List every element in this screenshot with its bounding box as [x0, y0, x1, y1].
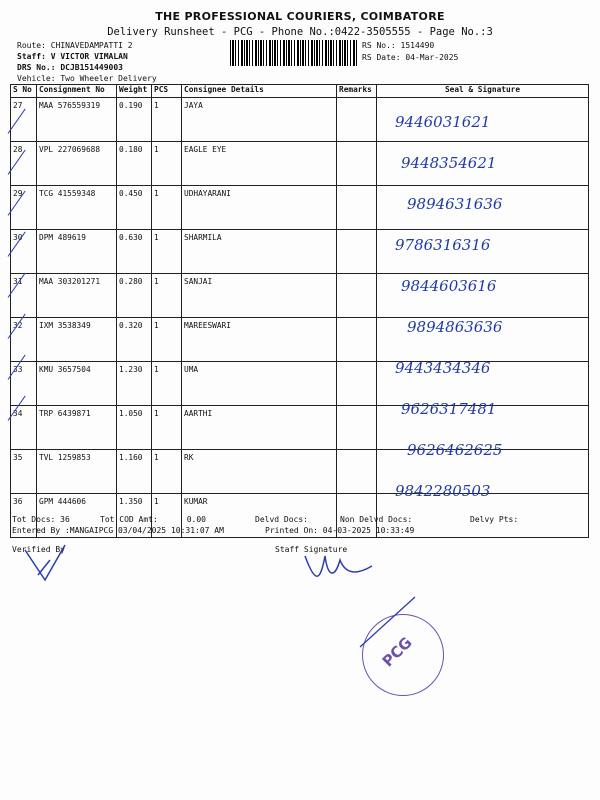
cell-consignment: MAA 303201271	[37, 274, 117, 318]
cell-pcs: 1	[152, 230, 182, 274]
handwritten-phone: 9894631636	[407, 195, 503, 213]
cell-pcs: 1	[152, 318, 182, 362]
drs-number: DRS No.: DCJB151449003	[17, 63, 123, 72]
route-label: Route: CHINAVEDAMPATTI 2	[17, 41, 133, 50]
cell-consignment: TRP 6439871	[37, 406, 117, 450]
cell-weight: 1.230	[117, 362, 152, 406]
handwritten-phone: 9448354621	[401, 154, 497, 172]
cell-pcs: 1	[152, 362, 182, 406]
cell-consignment: IXM 3538349	[37, 318, 117, 362]
cell-consignee: MAREESWARI	[182, 318, 337, 362]
non-delivered-docs: Non Delvd Docs:	[340, 515, 413, 524]
cell-sno: 35	[11, 450, 37, 494]
header-remarks: Remarks	[337, 85, 377, 98]
header-weight: Weight	[117, 85, 152, 98]
handwritten-phone: 9894863636	[407, 318, 503, 336]
cell-consignee: KUMAR	[182, 494, 337, 538]
cell-weight: 0.280	[117, 274, 152, 318]
cell-consignment: KMU 3657504	[37, 362, 117, 406]
handwritten-phone: 9626462625	[407, 441, 503, 459]
header-sno: S No	[11, 85, 37, 98]
cell-consignee: EAGLE EYE	[182, 142, 337, 186]
cell-weight: 1.350	[117, 494, 152, 538]
cell-sno: 30	[11, 230, 37, 274]
cell-weight: 1.160	[117, 450, 152, 494]
document-title: THE PROFESSIONAL COURIERS, COIMBATORE	[155, 10, 445, 23]
table-row	[11, 362, 589, 406]
verified-signature	[20, 540, 80, 590]
handwritten-phone: 9842280503	[395, 482, 491, 500]
table-row	[11, 274, 589, 318]
barcode	[230, 40, 358, 66]
cell-pcs: 1	[152, 406, 182, 450]
cell-consignee: JAYA	[182, 98, 337, 142]
handwritten-phone: 9786316316	[395, 236, 491, 254]
stamp-text: PCG	[378, 633, 416, 671]
cell-remarks	[337, 98, 377, 142]
cell-weight: 1.050	[117, 406, 152, 450]
cell-consignment: GPM 444606	[37, 494, 117, 538]
cell-remarks	[337, 142, 377, 186]
delivery-points: Delvy Pts:	[470, 515, 519, 524]
header-consignment: Consignment No	[37, 85, 117, 98]
rs-number: RS No.: 1514490	[362, 41, 435, 50]
cell-consignment: VPL 227069688	[37, 142, 117, 186]
tot-docs: Tot Docs: 36	[12, 515, 70, 524]
delivered-docs: Delvd Docs:	[255, 515, 308, 524]
table-header-row	[11, 85, 589, 98]
cell-sno: 31	[11, 274, 37, 318]
cell-weight: 0.320	[117, 318, 152, 362]
cell-consignment: DPM 489619	[37, 230, 117, 274]
cell-sno: 27	[11, 98, 37, 142]
cell-remarks	[337, 362, 377, 406]
cell-sno: 29	[11, 186, 37, 230]
document-subtitle: Delivery Runsheet - PCG - Phone No.:0422-3505555 - Page No.:3	[107, 26, 493, 38]
table-row	[11, 230, 589, 274]
handwritten-phone: 9626317481	[401, 400, 497, 418]
cell-remarks	[337, 318, 377, 362]
vehicle-label: Vehicle: Two Wheeler Delivery	[17, 74, 157, 83]
cell-sno: 28	[11, 142, 37, 186]
cell-pcs: 1	[152, 186, 182, 230]
cell-sno: 34	[11, 406, 37, 450]
handwritten-phone: 9446031621	[395, 113, 491, 131]
staff-label: Staff: V VICTOR VIMALAN	[17, 52, 128, 61]
cell-consignment: MAA 576559319	[37, 98, 117, 142]
cell-pcs: 1	[152, 494, 182, 538]
cell-consignee: UDHAYARANI	[182, 186, 337, 230]
cell-pcs: 1	[152, 98, 182, 142]
header-seal-signature: Seal & Signature	[377, 85, 589, 98]
cell-consignment: TVL 1259853	[37, 450, 117, 494]
staff-signature-mark	[300, 548, 380, 588]
cell-consignee: AARTHI	[182, 406, 337, 450]
cell-consignment: TCG 41559348	[37, 186, 117, 230]
verified-by-label: Verified By	[12, 545, 65, 554]
cell-weight: 0.630	[117, 230, 152, 274]
runsheet-table	[10, 84, 589, 538]
handwritten-phone: 9443434346	[395, 359, 491, 377]
cell-consignee: SHARMILA	[182, 230, 337, 274]
cell-remarks	[337, 186, 377, 230]
cell-remarks	[337, 406, 377, 450]
cell-pcs: 1	[152, 450, 182, 494]
cell-pcs: 1	[152, 142, 182, 186]
printed-on: Printed On: 04-03-2025 10:33:49	[265, 526, 415, 535]
cell-sno: 36	[11, 494, 37, 538]
cell-sno: 33	[11, 362, 37, 406]
cell-remarks	[337, 274, 377, 318]
staff-signature-label: Staff Signature	[275, 545, 348, 554]
stamp-slash	[355, 592, 425, 652]
cell-weight: 0.180	[117, 142, 152, 186]
rs-date: RS Date: 04-Mar-2025	[362, 53, 459, 62]
handwritten-phone: 9844603616	[401, 277, 497, 295]
cell-consignee: RK	[182, 450, 337, 494]
entered-by: Entered By :MANGAIPCG 03/04/2025 10:31:07 AM	[12, 526, 224, 535]
cell-remarks	[337, 230, 377, 274]
table-row	[11, 98, 589, 142]
cell-remarks	[337, 450, 377, 494]
cell-weight: 0.190	[117, 98, 152, 142]
cell-pcs: 1	[152, 274, 182, 318]
header-pcs: PCS	[152, 85, 182, 98]
cell-consignee: UMA	[182, 362, 337, 406]
cell-weight: 0.450	[117, 186, 152, 230]
cell-sno: 32	[11, 318, 37, 362]
cell-consignee: SANJAI	[182, 274, 337, 318]
tot-cod-amount: Tot COD Amt: 0.00	[100, 515, 206, 524]
header-consignee: Consignee Details	[182, 85, 337, 98]
table-row	[11, 142, 589, 186]
